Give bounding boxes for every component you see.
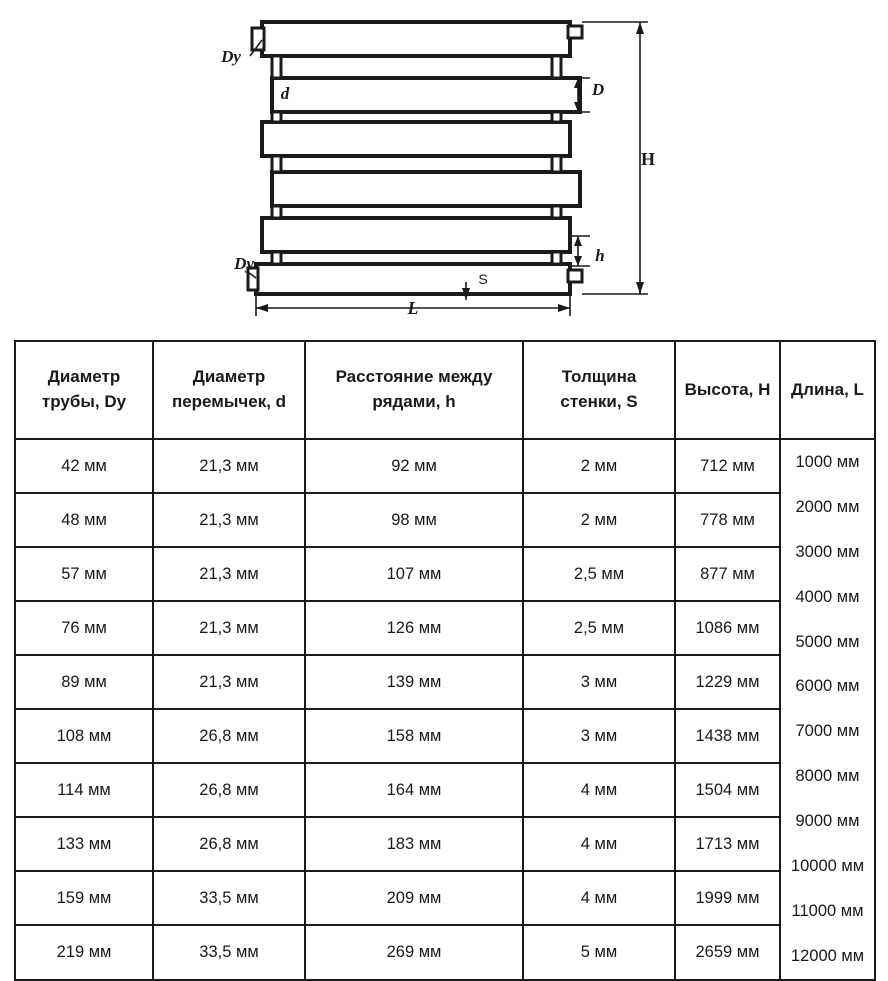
col-header-line-1: Расстояние между	[335, 367, 493, 387]
table-row	[15, 601, 875, 655]
col-header-line-2: перемычек, d	[171, 392, 287, 411]
cell-diameter-jumpers: 26,8 мм	[153, 709, 305, 763]
length-item: 6000 мм	[795, 677, 860, 696]
table-row	[15, 871, 875, 925]
cell-row-distance: 164 мм	[305, 763, 523, 817]
length-item: 12000 мм	[790, 946, 865, 965]
cell-height: 1504 мм	[675, 763, 780, 817]
cell-diameter-jumpers: 33,5 мм	[153, 871, 305, 925]
cell-row-distance: 126 мм	[305, 601, 523, 655]
cell-height: 712 мм	[675, 439, 780, 493]
cell-height: 877 мм	[675, 547, 780, 601]
cell-height: 2659 мм	[675, 925, 780, 979]
jumper-left-3	[272, 156, 281, 172]
cell-row-distance: 139 мм	[305, 655, 523, 709]
length-list	[781, 440, 874, 979]
cell-diameter-pipe: 57 мм	[15, 547, 153, 601]
col-header-line-1: Диаметр	[47, 367, 121, 387]
table-row	[15, 547, 875, 601]
pipe-row-2	[272, 78, 580, 112]
cell-wall-thickness: 4 мм	[523, 871, 675, 925]
jumper-right-5	[552, 252, 561, 264]
cell-wall-thickness: 4 мм	[523, 763, 675, 817]
register-diagram-svg	[0, 0, 888, 338]
table-row	[15, 493, 875, 547]
jumper-left-1	[272, 56, 281, 78]
length-item: 10000 мм	[790, 856, 865, 875]
cell-length-list	[780, 439, 875, 980]
col-header-line-1: Диаметр	[192, 367, 266, 387]
specification-table	[14, 340, 876, 981]
col-header-line-2: трубы, Dy	[41, 392, 127, 411]
cell-height: 1229 мм	[675, 655, 780, 709]
length-item: 2000 мм	[795, 497, 860, 516]
cell-diameter-jumpers: 21,3 мм	[153, 439, 305, 493]
pipe-row-3	[262, 122, 570, 156]
cell-row-distance: 107 мм	[305, 547, 523, 601]
cell-height: 1999 мм	[675, 871, 780, 925]
pipe-row-4	[272, 172, 580, 206]
cell-height: 1713 мм	[675, 817, 780, 871]
cell-diameter-pipe: 219 мм	[15, 925, 153, 979]
cell-diameter-jumpers: 21,3 мм	[153, 547, 305, 601]
col-header-height: Высота, H	[675, 341, 780, 439]
pipe-row-1	[262, 22, 570, 56]
cell-wall-thickness: 2,5 мм	[523, 601, 675, 655]
cell-diameter-pipe: 159 мм	[15, 871, 153, 925]
table-row	[15, 439, 875, 493]
cell-diameter-pipe: 108 мм	[15, 709, 153, 763]
pipe-row-6	[256, 264, 570, 294]
label-H: H	[640, 149, 656, 169]
register-diagram	[0, 0, 888, 338]
cell-diameter-jumpers: 26,8 мм	[153, 763, 305, 817]
length-item: 4000 мм	[795, 587, 860, 606]
label-D: D	[591, 80, 605, 99]
table-row	[15, 709, 875, 763]
cell-row-distance: 92 мм	[305, 439, 523, 493]
cell-height: 778 мм	[675, 493, 780, 547]
cell-wall-thickness: 2,5 мм	[523, 547, 675, 601]
col-header-line-2: стенки, S	[560, 392, 638, 411]
cell-diameter-pipe: 42 мм	[15, 439, 153, 493]
length-item: 1000 мм	[795, 453, 860, 471]
jumper-left-2	[272, 112, 281, 122]
table-row	[15, 925, 875, 979]
cell-diameter-pipe: 133 мм	[15, 817, 153, 871]
jumper-left-5	[272, 252, 281, 264]
jumper-right-3	[552, 156, 561, 172]
jumper-right-4	[552, 206, 561, 218]
cell-wall-thickness: 2 мм	[523, 439, 675, 493]
col-header-line-1: Толщина	[561, 367, 637, 387]
cell-row-distance: 183 мм	[305, 817, 523, 871]
col-header-diameter-jumpers	[153, 341, 305, 439]
cell-wall-thickness: 3 мм	[523, 709, 675, 763]
col-header-row-distance	[305, 341, 523, 439]
label-dy-bottom: Dy	[234, 254, 254, 273]
cell-diameter-jumpers: 33,5 мм	[153, 925, 305, 979]
cell-diameter-jumpers: 21,3 мм	[153, 493, 305, 547]
table-row	[15, 655, 875, 709]
cell-diameter-jumpers: 26,8 мм	[153, 817, 305, 871]
specification-table-wrap	[14, 340, 874, 981]
length-item: 7000 мм	[795, 722, 860, 741]
cell-diameter-jumpers: 21,3 мм	[153, 601, 305, 655]
length-item: 3000 мм	[795, 542, 860, 561]
length-item: 8000 мм	[795, 767, 860, 786]
table-row	[15, 763, 875, 817]
cell-row-distance: 269 мм	[305, 925, 523, 979]
cell-wall-thickness: 2 мм	[523, 493, 675, 547]
col-header-line-2: рядами, h	[372, 392, 456, 411]
cell-wall-thickness: 5 мм	[523, 925, 675, 979]
pipe-row-5	[262, 218, 570, 252]
end-cap-bottom-right	[568, 270, 582, 282]
length-item: 9000 мм	[795, 812, 860, 830]
end-cap-top-right	[568, 26, 582, 38]
cell-row-distance: 209 мм	[305, 871, 523, 925]
cell-row-distance: 158 мм	[305, 709, 523, 763]
cell-diameter-pipe: 114 мм	[15, 763, 153, 817]
table-header-row	[15, 341, 875, 439]
length-item: 5000 мм	[795, 632, 860, 651]
label-dy-top: Dy	[221, 47, 241, 66]
jumper-right-1	[552, 56, 561, 78]
label-d-small: d	[280, 84, 290, 103]
col-header-length: Длина, L	[780, 341, 875, 439]
cell-diameter-pipe: 48 мм	[15, 493, 153, 547]
length-item: 11000 мм	[791, 901, 864, 920]
cell-wall-thickness: 4 мм	[523, 817, 675, 871]
cell-height: 1086 мм	[675, 601, 780, 655]
jumper-right-2	[552, 112, 561, 122]
cell-height: 1438 мм	[675, 709, 780, 763]
label-S: S	[478, 271, 488, 287]
col-header-wall-thickness	[523, 341, 675, 439]
cell-row-distance: 98 мм	[305, 493, 523, 547]
jumper-left-4	[272, 206, 281, 218]
label-L: L	[407, 298, 419, 318]
table-row	[15, 817, 875, 871]
col-header-diameter-pipe	[15, 341, 153, 439]
cell-diameter-pipe: 76 мм	[15, 601, 153, 655]
cell-wall-thickness: 3 мм	[523, 655, 675, 709]
label-h: h	[595, 246, 605, 265]
cell-diameter-jumpers: 21,3 мм	[153, 655, 305, 709]
cell-diameter-pipe: 89 мм	[15, 655, 153, 709]
end-cap-top-left	[252, 28, 264, 50]
